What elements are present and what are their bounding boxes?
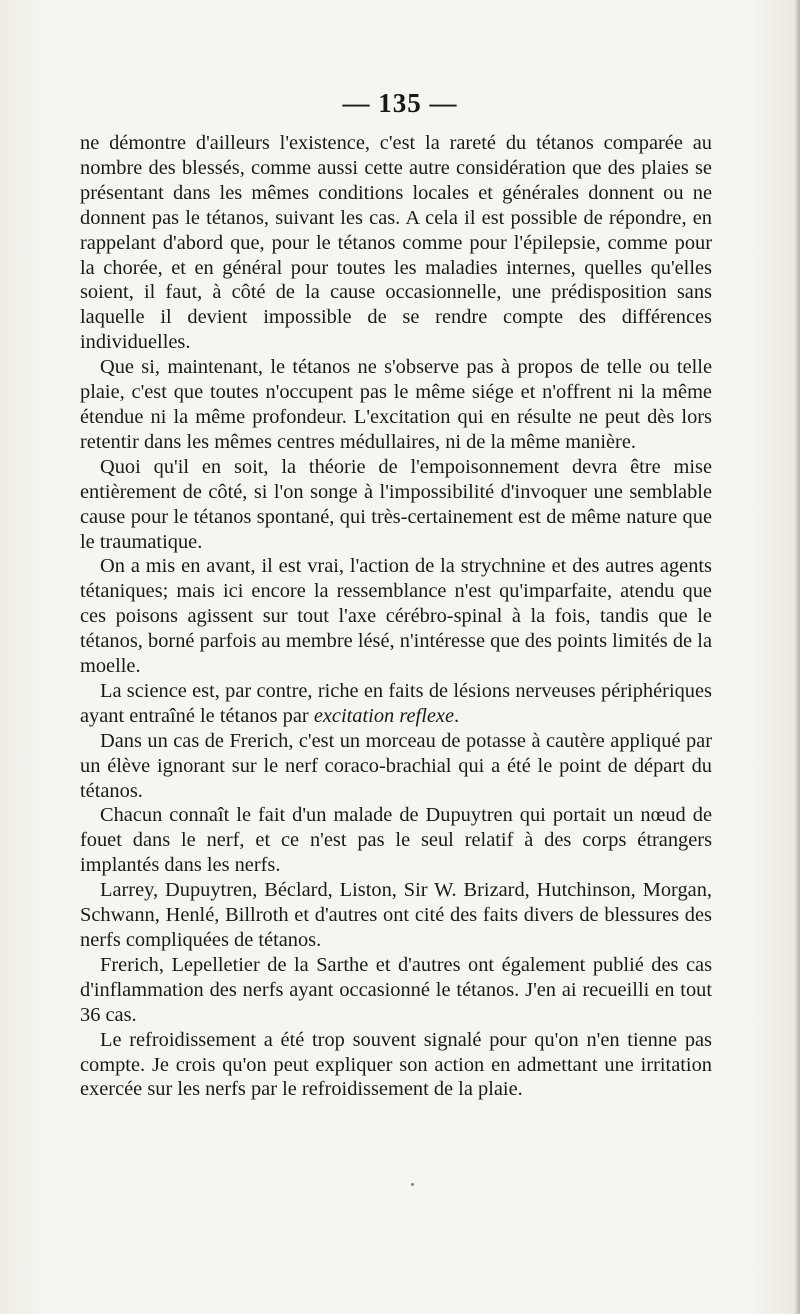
paragraph-4: On a mis en avant, il est vrai, l'action de la strychnine et des autres agents tétaniques; mais ici encore la ressemblance n'est qu'imparfaite, atendu que ces poisons agissent sur tout l'axe cérébro-spinal à la fois, tandis que le tétanos, borné parfois au membre lésé, n'intéresse que des points limités de la moelle. bbox=[80, 555, 712, 678]
paragraph-8: Larrey, Dupuytren, Béclard, Liston, Sir W. Brizard, Hutchinson, Morgan, Schwann, Henlé, Billroth et d'autres ont cité des faits divers de blessures des nerfs compliquées de tétanos. bbox=[80, 879, 712, 951]
paragraph-1: ne démontre d'ailleurs l'existence, c'est la rareté du tétanos comparée au nombre des blessés, comme aussi cette autre considération que des plaies se présentant dans les mêmes conditions locales et générales donnent ou ne donnent pas le tétanos, suivant les cas. A cela il est possible de répondre, en rappelant d'abord que, pour le tétanos comme pour l'épilepsie, comme pour la chorée, et en général pour toutes les maladies internes, quelles qu'elles soient, il faut, à côté de la cause occasionnelle, une prédisposition sans laquelle il devient impossible de se rendre compte des différences individuelles. bbox=[80, 132, 712, 354]
ink-speck bbox=[411, 1183, 414, 1186]
page-edge-shadow bbox=[794, 0, 800, 1314]
paragraph-2: Que si, maintenant, le tétanos ne s'observe pas à propos de telle ou telle plaie, c'est que toutes n'occupent pas le même siége et n'offrent ni la même étendue ni la même profondeur. L'excitation qui en résulte ne peut dès lors retentir dans les mêmes centres médullaires, ni de la même manière. bbox=[80, 356, 712, 453]
paragraph-7: Chacun connaît le fait d'un malade de Dupuytren qui portait un nœud de fouet dans le nerf, et ce n'est pas le seul relatif à des corps étrangers implantés dans les nerfs. bbox=[80, 804, 712, 877]
paragraph-10: Le refroidissement a été trop souvent signalé pour qu'on n'en tienne pas compte. Je crois qu'on peut expliquer son action en admettant une irritation exercée sur les nerfs par le refroidissement de la plaie. bbox=[80, 1028, 712, 1101]
body-text bbox=[80, 131, 712, 1102]
paragraph-5-italic: excitation reflexe bbox=[313, 704, 455, 727]
paragraph-5-end: . bbox=[454, 704, 460, 727]
paragraph-3: Quoi qu'il en soit, la théorie de l'empoisonnement devra être mise entièrement de côté, si l'on songe à l'impossibilité d'invoquer une semblable cause pour le tétanos spontané, qui très-certainement est de même nature que le traumatique. bbox=[80, 455, 712, 553]
paragraph-5-text: La science est, par contre, riche en faits de lésions nerveuses périphériques ayant entraîné le tétanos par bbox=[80, 679, 712, 727]
paragraph-5 bbox=[80, 679, 712, 729]
paragraph-6: Dans un cas de Frerich, c'est un morceau de potasse à cautère appliqué par un élève ignorant sur le nerf coraco-brachial qui a été le point de départ du tétanos. bbox=[80, 729, 712, 802]
paragraph-9: Frerich, Lepelletier de la Sarthe et d'autres ont également publié des cas d'inflammation des nerfs ayant occasionné le tétanos. J'en ai recueilli en tout 36 cas. bbox=[80, 953, 712, 1026]
page-number: — 135 — bbox=[342, 88, 458, 118]
